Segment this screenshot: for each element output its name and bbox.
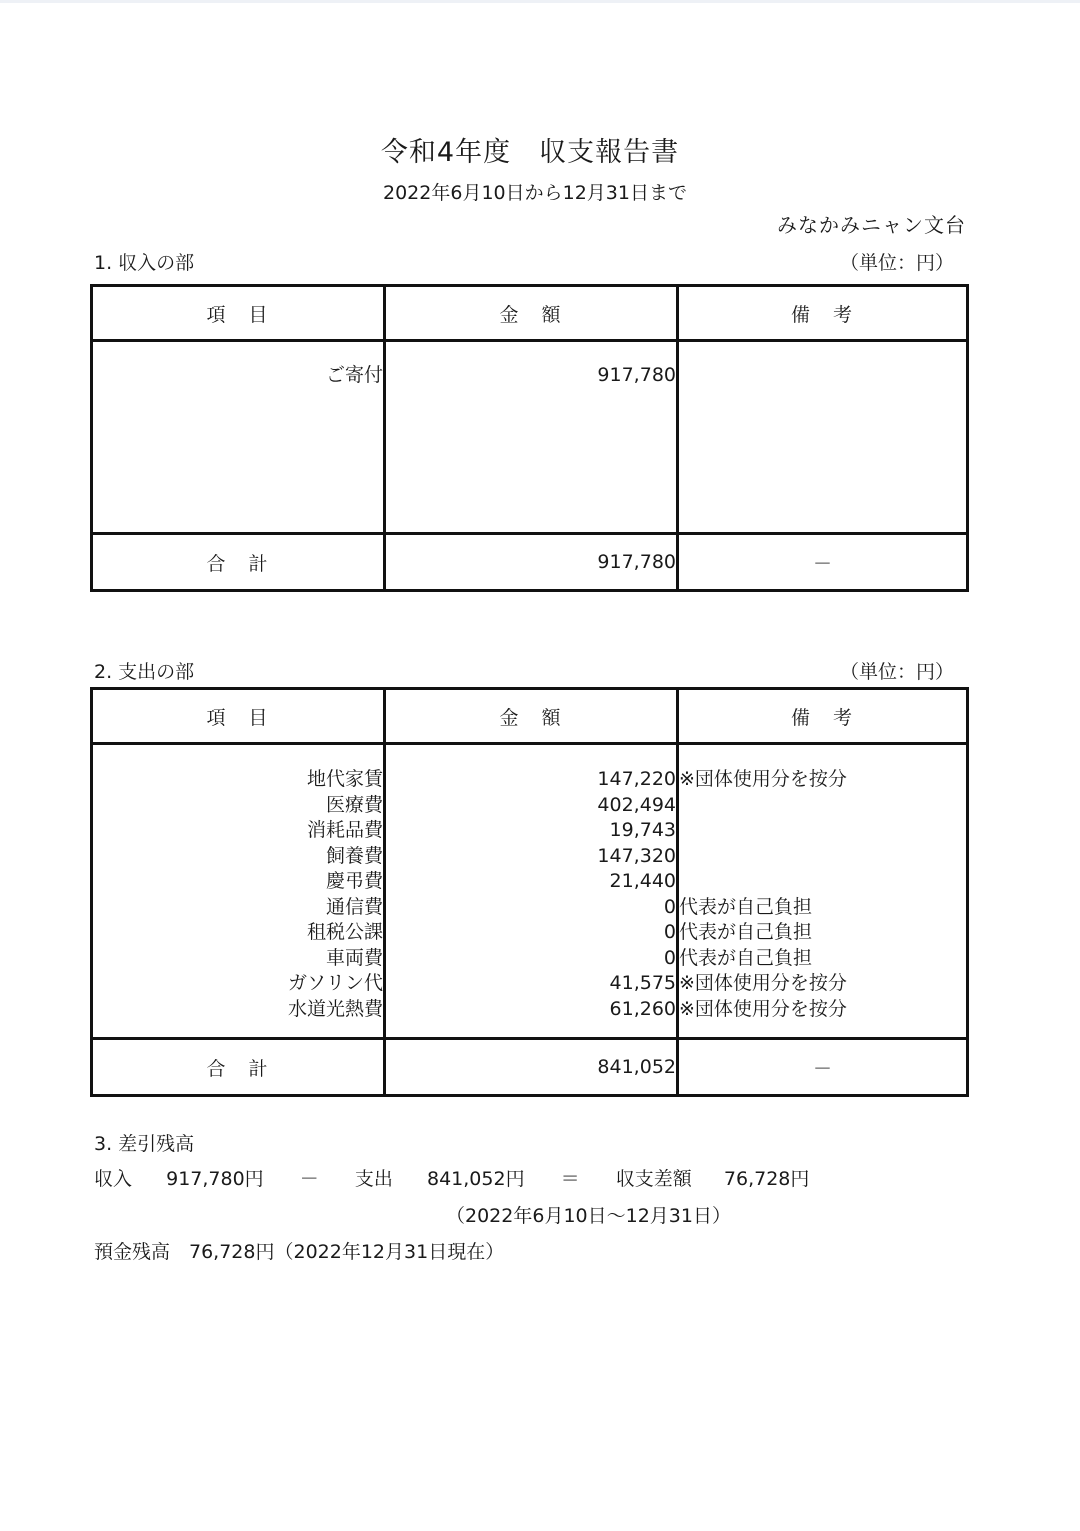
expense-unit: （単位：円） (839, 661, 954, 683)
income-heading: 1. 収入の部 (94, 252, 195, 274)
expense-total-remark: － (678, 1039, 968, 1096)
deposit-balance: 預金残高 76,728円（2022年12月31日現在） (94, 1241, 505, 1263)
expense-item: 慶弔費 (325, 870, 383, 892)
calc-income-label: 収入 (94, 1168, 133, 1190)
expense-item: 消耗品費 (306, 819, 383, 841)
expense-amount: 0 (663, 921, 676, 943)
expense-remark: ※団体使用分を按分 (679, 972, 847, 994)
organization-name: みなかみニャン文台 (777, 213, 966, 237)
expense-total-label: 合 計 (92, 1039, 385, 1096)
expense-header-item: 項 目 (92, 689, 385, 744)
income-header-item: 項 目 (92, 286, 385, 341)
report-period: 2022年6月10日から12月31日まで (383, 182, 687, 204)
expense-item: 租税公課 (306, 921, 383, 943)
expense-total-row (92, 1039, 968, 1096)
income-table (90, 284, 969, 592)
income-total-row (92, 534, 968, 591)
expense-remark: ※団体使用分を按分 (679, 768, 847, 790)
expense-remark (679, 844, 966, 870)
expense-item: 水道光熱費 (287, 997, 383, 1020)
calc-equals: ＝ (560, 1168, 580, 1190)
expense-remark (679, 869, 966, 895)
expense-amount: 0 (663, 895, 676, 918)
expense-remark (679, 793, 966, 819)
income-header-amount: 金 額 (385, 286, 678, 341)
income-header-row (92, 286, 968, 341)
expense-amount: 61,260 (609, 997, 676, 1020)
income-amount: 917,780 (597, 364, 676, 386)
expense-body-row (92, 744, 968, 1039)
income-header-remark: 備 考 (678, 286, 968, 341)
income-total-amount: 917,780 (385, 534, 678, 591)
calc-diff-value: 76,728円 (723, 1168, 810, 1190)
income-body-row (92, 341, 968, 534)
expense-amount: 21,440 (609, 870, 676, 892)
income-unit: （単位：円） (839, 252, 954, 274)
balance-calculation (94, 1164, 809, 1191)
expense-amount: 147,220 (597, 768, 676, 790)
expense-heading: 2. 支出の部 (94, 661, 195, 683)
expense-amount: 41,575 (609, 972, 676, 994)
balance-heading: 3. 差引残高 (94, 1133, 195, 1155)
calc-minus: － (299, 1168, 319, 1190)
expense-item: 地代家賃 (306, 768, 383, 790)
expense-header-amount: 金 額 (385, 689, 678, 744)
balance-period-note: （2022年6月10日～12月31日） (446, 1205, 731, 1227)
expense-item: 飼養費 (325, 844, 383, 867)
expense-amount: 19,743 (609, 819, 676, 841)
expense-item: ガソリン代 (287, 972, 383, 994)
expense-header-remark: 備 考 (678, 689, 968, 744)
expense-item: 車両費 (325, 946, 383, 969)
expense-item: 医療費 (325, 793, 383, 816)
expense-remark (679, 818, 966, 844)
expense-total-amount: 841,052 (385, 1039, 678, 1096)
top-border (0, 0, 1080, 3)
calc-diff-label: 収支差額 (615, 1168, 692, 1190)
calc-expense-value: 841,052円 (427, 1168, 525, 1190)
expense-amount: 147,320 (597, 844, 676, 867)
expense-table (90, 687, 969, 1097)
expense-item: 通信費 (325, 895, 383, 918)
income-total-remark: － (678, 534, 968, 591)
calc-income-value: 917,780円 (166, 1168, 264, 1190)
expense-amount: 0 (663, 946, 676, 969)
expense-remark: 代表が自己負担 (679, 946, 813, 969)
income-item: ご寄付 (325, 364, 383, 386)
expense-amount: 402,494 (597, 793, 676, 816)
expense-remark: 代表が自己負担 (679, 895, 813, 918)
document-title: 令和4年度 収支報告書 (380, 137, 680, 168)
calc-expense-label: 支出 (354, 1168, 393, 1190)
expense-remark: 代表が自己負担 (679, 921, 813, 943)
expense-header-row (92, 689, 968, 744)
income-total-label: 合 計 (92, 534, 385, 591)
expense-remark: ※団体使用分を按分 (679, 997, 847, 1020)
income-remark (679, 363, 966, 389)
